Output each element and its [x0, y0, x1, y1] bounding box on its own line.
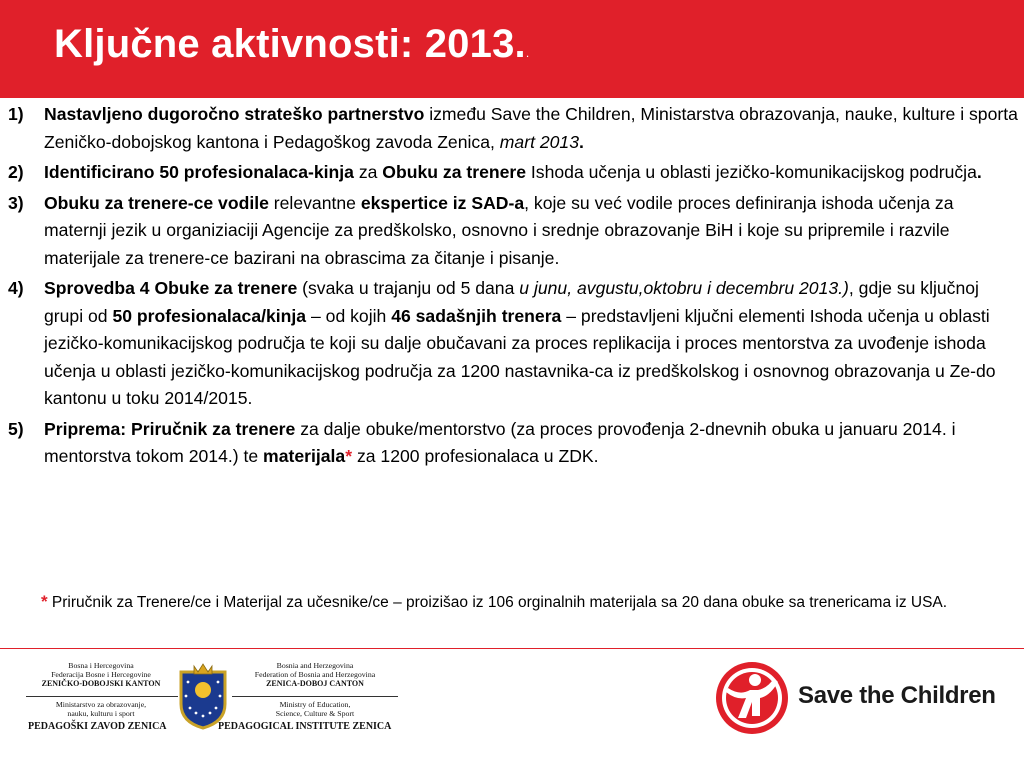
save-the-children-logo-icon: [712, 658, 792, 738]
list-item-text: između Save the Children, Ministarstva obrazovanja, nauke, kulture i sporta Zeničko-dobojskog kantona i Pedagoškog zavoda Zenica,: [44, 104, 1018, 152]
list-item-bold: 50 profesionalaca/kinja: [112, 305, 307, 326]
left-inst-line4: Ministarstvo za obrazovanje,: [55, 700, 147, 709]
footer-divider: [0, 648, 1024, 649]
left-institution-header: [28, 661, 174, 688]
list-item-text: za dalje obuke/mentorstvo (za proces provođenja 2-dnevnih obuka u januaru 2014. i mentorstva tokom 2014.) te: [44, 418, 956, 466]
left-inst-line1: Bosna i Hercegovina: [68, 661, 134, 670]
list-item-bold: Priprema: Priručnik za trenere: [44, 418, 296, 439]
list-item-bold: 46 sadašnjih trenera: [391, 305, 562, 326]
footnote-star: *: [41, 592, 48, 611]
list-item-2: [8, 159, 1020, 187]
activities-list: [8, 101, 1020, 474]
list-item-3: [8, 190, 1020, 273]
left-institution-ministry: [28, 700, 174, 718]
canton-crest-icon: [176, 660, 230, 730]
right-inst-line2: Federation of Bosnia and Herzegovina: [254, 670, 376, 679]
list-item-4: [8, 275, 1020, 413]
list-item-text: za: [353, 162, 383, 182]
list-item-text: , koje su već vodile proces definiranja ishoda učenja za maternji jezik u organiziaciji Agencije za predškolsko, osnovno i srednje obrazovanje BiH i koje su pripremile i razvile materijale za trenere-ce bazirani na obrascima za čitanje i pisanje.: [44, 192, 954, 268]
list-item-number: 5): [8, 418, 24, 439]
right-inst-line4: Ministry of Education,: [279, 700, 351, 709]
list-item-bold: Nastavljeno dugoročno strateško partnerstvo: [44, 104, 425, 124]
list-item-bold: Identificirano 50 profesionalaca-kinja: [44, 162, 354, 182]
list-item-italic: u junu, avgustu,oktobru i decembru 2013.): [519, 278, 849, 298]
left-inst-line2: Federacija Bosne i Hercegovine: [51, 670, 151, 679]
list-item-text: , gdje su ključnoj grupi od: [44, 278, 979, 326]
page-title-suffix: .: [525, 46, 530, 60]
footnote-text: Priručnik za Trenere/ce i Materijal za učesnike/ce – proizišao iz 106 orginalnih materijala sa 20 dana obuke sa trenericama iz USA.: [47, 594, 948, 611]
right-institution-header: [236, 661, 394, 688]
brand-name: Save the Children: [798, 682, 996, 709]
right-inst-line5: Science, Culture & Sport: [275, 709, 355, 718]
list-item-bold: materijala: [263, 446, 346, 466]
page-title-text: Ključne aktivnosti: 2013.: [54, 22, 526, 66]
list-item-text: (svaka u trajanju od 5 dana: [297, 278, 520, 298]
list-item-text: – predstavljeni ključni elementi Ishoda učenja u oblasti jezičko-komunikacijskog područja te koji su dalje obučavani za proces replikacija i proces mentorstva za uvođenje ishoda učenja u oblasti jezičko-komunikacijskog područja za 1200 nastavnika-ca iz predškolskog i osnovnog obrazovanja u Ze-do kantonu u toku 2014/2015.: [44, 305, 996, 408]
list-item-text: za 1200 profesionalaca u ZDK.: [352, 446, 599, 466]
right-institution-ministry: [236, 700, 394, 718]
list-item-text: relevantne: [268, 192, 361, 213]
list-item-number: 4): [8, 278, 24, 298]
list-item-italic: mart 2013: [499, 131, 579, 152]
list-item-bold-end: .: [579, 131, 584, 152]
list-item-bold-end: .: [976, 162, 982, 182]
left-inst-line5: nauku, kulturu i sport: [67, 709, 135, 718]
list-item-bold: Sprovedba 4 Obuke za trenere: [44, 278, 298, 298]
footnote-marker: *: [345, 446, 353, 466]
list-item-number: 3): [8, 192, 24, 213]
list-item-number: 1): [8, 104, 24, 124]
left-institution-name: PEDAGOŠKI ZAVOD ZENICA: [28, 721, 167, 732]
list-item-bold: ekspertice iz SAD-a: [360, 192, 525, 213]
list-item-number: 2): [8, 162, 24, 182]
left-inst-line3: ZENIČKO-DOBOJSKI KANTON: [41, 679, 161, 688]
list-item-text: – od kojih: [306, 305, 392, 326]
right-inst-line1: Bosnia and Herzegovina: [276, 661, 354, 670]
list-item-text: Ishoda učenja u oblasti jezičko-komunikacijskog područja: [526, 162, 977, 182]
list-item-1: [8, 101, 1020, 156]
left-institution-rule: [26, 696, 178, 697]
right-institution-name: PEDAGOGICAL INSTITUTE ZENICA: [218, 721, 392, 732]
list-item-5: [8, 416, 1020, 471]
list-item-bold: Obuku za trenere-ce vodile: [44, 192, 269, 213]
right-inst-line3: ZENICA-DOBOJ CANTON: [266, 679, 364, 688]
right-institution-rule: [232, 696, 398, 697]
page-title: [54, 22, 529, 67]
list-item-bold: Obuku za trenere: [382, 162, 527, 182]
footnote: [41, 588, 1001, 617]
title-banner: [0, 0, 1024, 98]
